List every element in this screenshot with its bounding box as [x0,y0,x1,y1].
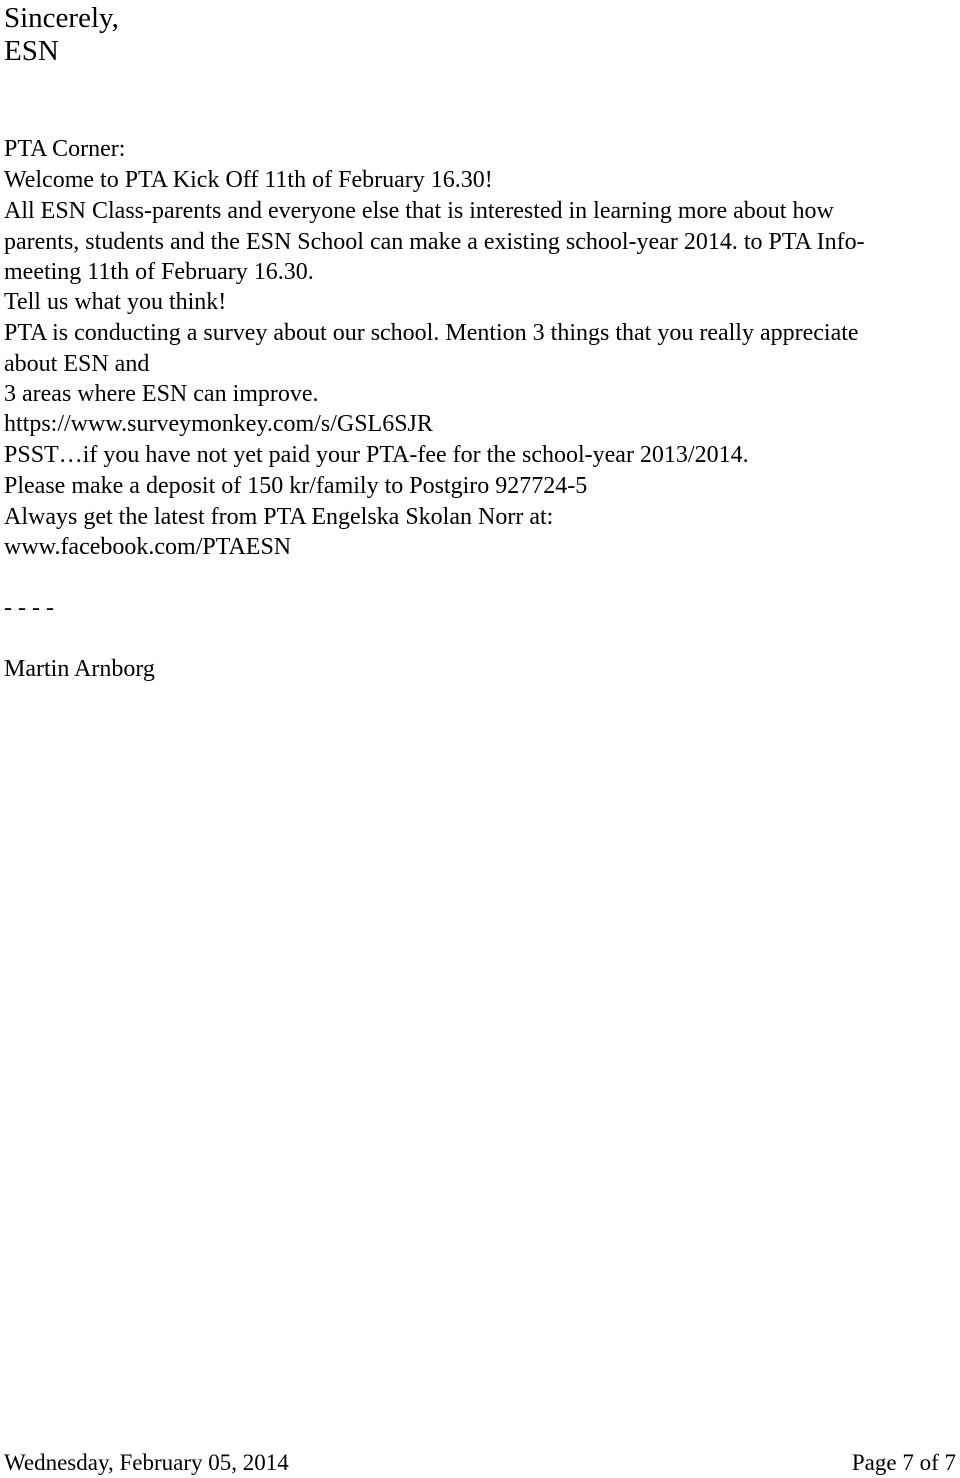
closing-salutation: Sincerely, [4,2,119,34]
author-name: Martin Arnborg [4,656,155,682]
pta-invite-line-3: meeting 11th of February 16.30. [4,259,314,285]
survey-line-2: about ESN and [4,351,150,377]
fee-line: PSST…if you have not yet paid your PTA-fee for the school-year 2013/2014. [4,442,749,468]
pta-invite-line-2: parents, students and the ESN School can make a existing school-year 2014. to PTA Info- [4,229,865,255]
survey-line-1: PTA is conducting a survey about our school. Mention 3 things that you really appreciate [4,320,859,346]
footer-page-number: Page 7 of 7 [851,1450,956,1475]
separator: - - - - [4,595,54,621]
facebook-url: www.facebook.com/PTAESN [4,534,292,560]
survey-line-3: 3 areas where ESN can improve. [4,381,319,407]
pta-heading: PTA Corner: [4,136,126,162]
latest-line: Always get the latest from PTA Engelska Skolan Norr at: [4,504,554,530]
footer-date: Wednesday, February 05, 2014 [4,1450,289,1475]
pta-welcome: Welcome to PTA Kick Off 11th of February 16.30! [4,167,493,193]
deposit-line: Please make a deposit of 150 kr/family to Postgiro 927724-5 [4,473,588,499]
survey-url: https://www.surveymonkey.com/s/GSL6SJR [4,411,433,437]
survey-title: Tell us what you think! [4,289,227,315]
closing-signer: ESN [4,35,59,67]
pta-invite-line-1: All ESN Class-parents and everyone else that is interested in learning more about how [4,198,834,224]
